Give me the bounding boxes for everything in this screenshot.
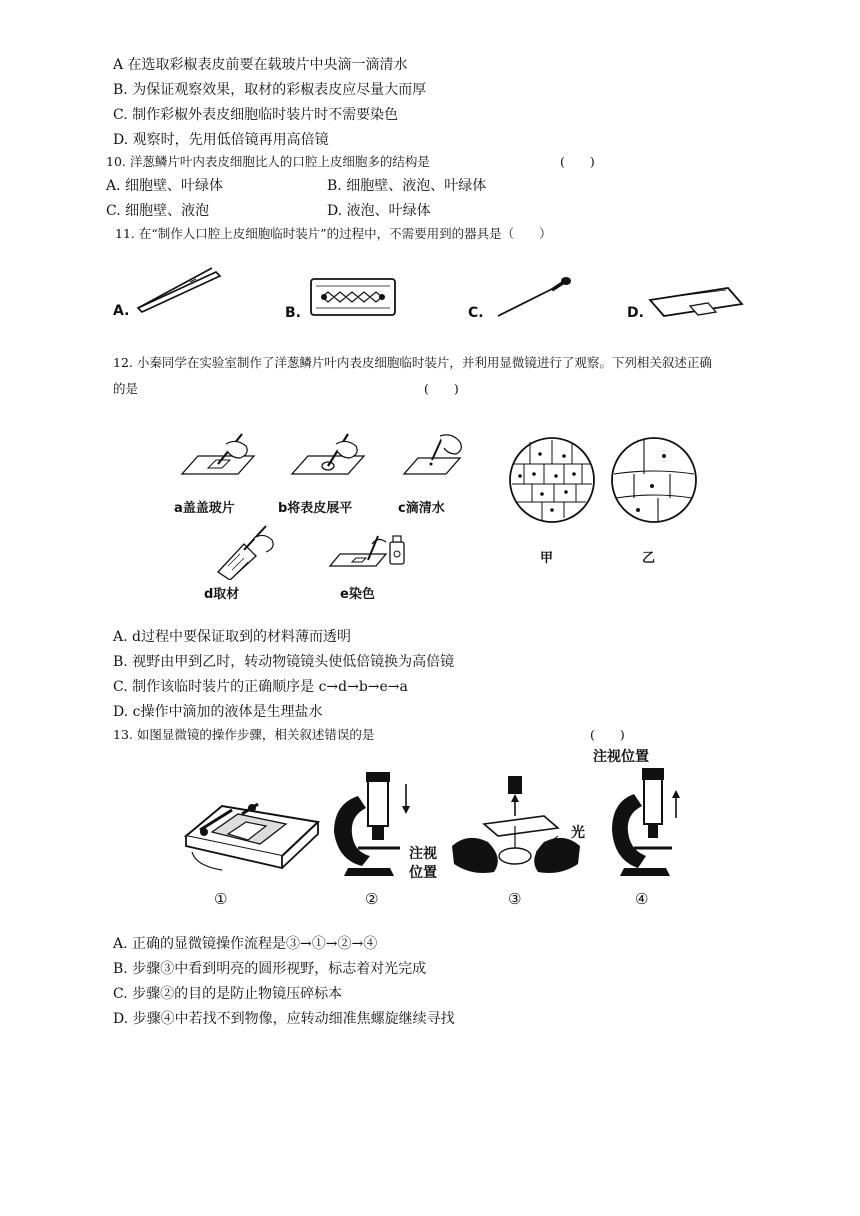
q11-label-c: C. (468, 305, 484, 321)
field-jia-cells-icon (506, 434, 598, 526)
step4-raise-tube-icon (608, 764, 690, 880)
step-c-caption: c滴清水 (398, 501, 445, 516)
q13-option-d: D. 步骤④中若找不到物像，应转动细准焦螺旋继续寻找 (113, 1011, 455, 1027)
q12-option-d: D. c操作中滴加的液体是生理盐水 (113, 704, 323, 720)
q11-label-d: D. (627, 305, 644, 321)
step2-gaze-label-line1: 注视 (409, 846, 437, 862)
field-yi-cells-icon (608, 434, 700, 526)
q11-label-a: A. (113, 303, 130, 319)
q9-option-b: B. 为保证观察效果，取材的彩椒表皮应尽量大而厚 (113, 82, 427, 98)
step1-slide-on-stage-icon (182, 796, 322, 880)
q12-option-b: B. 视野由甲到乙时，转动物镜镜头使低倍镜换为高倍镜 (113, 654, 455, 670)
q10-option-c: C. 细胞壁、液泡 (106, 203, 210, 219)
step-a-coverslip-icon (178, 428, 262, 492)
q9-option-d: D. 观察时，先用低倍镜再用高倍镜 (113, 132, 329, 148)
q12-answer-paren: ( ) (424, 381, 459, 396)
q12-option-c: C. 制作该临时装片的正确顺序是 c→d→b→e→a (113, 679, 408, 695)
q12-stem-line1: 12. 小秦同学在实验室制作了洋葱鳞片叶内表皮细胞临时装片，并利用显微镜进行了观察。下列相关叙述正确 (113, 355, 712, 370)
step-c-drop-water-icon (400, 428, 474, 492)
q9-option-a: A 在选取彩椒表皮前要在载玻片中央滴一滴清水 (113, 57, 408, 73)
step-e-caption: e染色 (340, 587, 375, 602)
q9-option-c: C. 制作彩椒外表皮细胞临时装片时不需要染色 (113, 107, 399, 123)
step4-gaze-label: 注视位置 (593, 749, 649, 765)
step-e-stain-icon (326, 526, 412, 582)
tweezers-icon (130, 262, 230, 314)
step-d-caption: d取材 (204, 587, 240, 602)
step-number-3: ③ (508, 890, 522, 908)
step-a-caption: a盖盖玻片 (174, 501, 235, 516)
dropper-icon (494, 276, 574, 320)
q11-label-b: B. (285, 305, 301, 321)
step-number-2: ② (365, 890, 379, 908)
q13-option-a: A. 正确的显微镜操作流程是③→①→②→④ (113, 936, 378, 952)
step2-lower-tube-icon (328, 768, 418, 880)
q12-stem-line2: 的是 (113, 381, 139, 396)
q10-stem: 10. 洋葱鳞片叶内表皮细胞比人的口腔上皮细胞多的结构是 (106, 154, 430, 169)
q13-option-b: B. 步骤③中看到明亮的圆形视野，标志着对光完成 (113, 961, 427, 977)
q10-option-b: B. 细胞壁、液泡、叶绿体 (327, 178, 487, 194)
step-number-1: ① (214, 890, 228, 908)
q10-option-a: A. 细胞壁、叶绿体 (106, 178, 224, 194)
step2-gaze-label-line2: 位置 (409, 865, 437, 881)
q12-option-a: A. d过程中要保证取到的材料薄而透明 (113, 629, 351, 645)
field-yi-label: 乙 (642, 551, 656, 566)
q13-option-c: C. 步骤②的目的是防止物镜压碎标本 (113, 986, 343, 1002)
step3-adjust-light-icon (448, 772, 584, 882)
field-jia-label: 甲 (540, 551, 554, 566)
step-b-caption: b将表皮展平 (278, 501, 353, 516)
q13-stem: 13. 如图显微镜的操作步骤，相关叙述错误的是 (113, 727, 375, 742)
q10-option-d: D. 液泡、叶绿体 (327, 203, 431, 219)
razor-blade-icon (308, 276, 400, 320)
step-d-take-material-icon (214, 520, 280, 580)
step-b-flatten-icon (288, 428, 372, 492)
step-number-4: ④ (635, 890, 649, 908)
q13-answer-paren: ( ) (590, 727, 625, 742)
step3-light-label: 光 (571, 825, 585, 841)
q10-answer-paren: ( ) (560, 154, 595, 169)
q11-stem: 11. 在“制作人口腔上皮细胞临时装片”的过程中，不需要用到的器具是（ ） (115, 226, 552, 241)
slide-coverslip-icon (646, 282, 746, 322)
